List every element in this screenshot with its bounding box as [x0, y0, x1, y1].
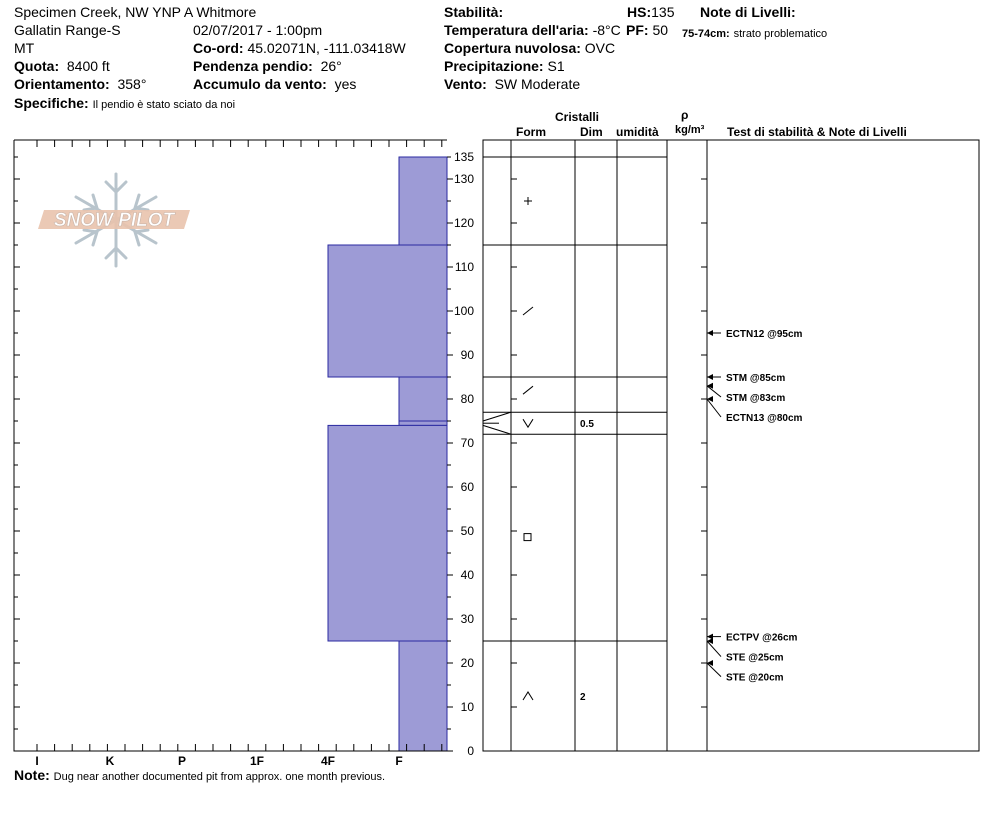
- umidita-header: umidità: [616, 125, 659, 139]
- depth-label: 70: [460, 436, 474, 450]
- test-label: STE @20cm: [726, 672, 784, 684]
- depth-label: 30: [460, 612, 474, 626]
- state-text: MT: [14, 40, 35, 56]
- wind-loading-field: Accumulo da vento: yes: [193, 76, 357, 92]
- hardness-label: 1F: [249, 754, 265, 768]
- hardness-label: P: [177, 754, 187, 768]
- test-label: STE @25cm: [726, 652, 784, 664]
- location-text: Specimen Creek, NW YNP A Whitmore: [14, 4, 257, 20]
- hardness-label: 4F: [320, 754, 336, 768]
- depth-label: 0: [467, 744, 474, 758]
- crystal-form-depth-hoar: [523, 692, 533, 700]
- depth-label: 50: [460, 524, 474, 538]
- dim-header: Dim: [580, 125, 603, 139]
- layer-notes-label: Note di Livelli:: [700, 4, 796, 20]
- test-leader: [707, 663, 721, 677]
- depth-label: 60: [460, 480, 474, 494]
- tests-header: Test di stabilità & Note di Livelli: [727, 125, 907, 139]
- wind-field: Vento: SW Moderate: [444, 76, 581, 92]
- hardness-bar: [399, 421, 447, 425]
- stability-label: Stabilità:: [444, 4, 504, 20]
- elevation-field: Quota: 8400 ft: [14, 58, 110, 74]
- density-unit-header: kg/m³: [675, 124, 705, 136]
- crystal-form-faceted: [524, 534, 531, 541]
- crystal-form-decomposing: [523, 307, 533, 315]
- test-label: STM @85cm: [726, 373, 786, 384]
- test-leader: [707, 641, 721, 657]
- test-label: ECTN12 @95cm: [726, 329, 803, 340]
- hardness-profile: [328, 157, 447, 751]
- hardness-label: K: [105, 754, 115, 768]
- test-label: STM @83cm: [726, 393, 786, 404]
- test-arrowhead: [707, 374, 713, 380]
- hardness-label: I: [35, 754, 39, 768]
- precip-field: Precipitazione: S1: [444, 58, 565, 74]
- crystal-form-decomposing: [523, 386, 533, 394]
- thin-layer-leader-top: [483, 412, 511, 421]
- cristalli-header: Cristalli: [555, 110, 600, 124]
- depth-label: 80: [460, 392, 474, 406]
- depth-label: 110: [454, 260, 474, 274]
- depth-label: 20: [460, 656, 474, 670]
- hardness-bar: [328, 425, 447, 641]
- depth-label: 135: [453, 150, 474, 164]
- depth-label: 130: [453, 172, 474, 186]
- crystal-form-surface-hoar: [523, 419, 533, 427]
- slope-field: Pendenza pendio: 26°: [193, 58, 342, 74]
- depth-label: 10: [460, 700, 474, 714]
- range-text: Gallatin Range-S: [14, 22, 121, 38]
- test-leader: [707, 386, 721, 397]
- test-label: ECTN13 @80cm: [726, 413, 803, 424]
- hardness-bar: [399, 641, 447, 751]
- coord-field: Co-ord: 45.02071N, -111.03418W: [193, 40, 406, 56]
- stability-tests: [707, 329, 803, 684]
- air-temp-field: Temperatura dell'aria: -8°C: [444, 22, 621, 38]
- hardness-axis-labels: [35, 754, 402, 768]
- test-arrowhead: [707, 660, 713, 666]
- test-leader: [707, 399, 721, 417]
- test-arrowhead: [707, 638, 713, 644]
- hardness-bar: [399, 157, 447, 245]
- specifics-field: Specifiche: Il pendio è stato sciato da noi: [14, 95, 236, 111]
- depth-label: 40: [460, 568, 474, 582]
- cloud-field: Copertura nuvolosa: OVC: [444, 40, 616, 56]
- depth-label: 120: [453, 216, 474, 230]
- datetime-text: 02/07/2017 - 1:00pm: [193, 22, 323, 38]
- crystal-forms: [523, 197, 594, 703]
- crystal-size: 2: [580, 692, 586, 703]
- snow-pilot-logo: [38, 174, 190, 266]
- aspect-field: Orientamento: 358°: [14, 76, 147, 92]
- test-label: ECTPV @26cm: [726, 632, 798, 644]
- thin-layer-leader-bottom: [483, 425, 511, 434]
- depth-label: 100: [453, 304, 474, 318]
- crystal-size: 0.5: [580, 419, 594, 431]
- hardness-bar: [399, 377, 447, 421]
- footer-note: Note: Dug near another documented pit from approx. one month previous.: [14, 767, 386, 783]
- test-arrowhead: [707, 396, 713, 402]
- rho-header: ρ: [681, 108, 689, 122]
- depth-axis-labels: [454, 150, 474, 758]
- logo-text: SNOW PILOT: [53, 210, 175, 231]
- hardness-bar: [328, 245, 447, 377]
- hs-field: HS:135: [627, 4, 675, 20]
- hardness-label: F: [395, 754, 403, 768]
- test-arrowhead: [707, 330, 713, 336]
- form-header: Form: [516, 125, 546, 139]
- pf-field: PF: 50: [626, 22, 669, 38]
- depth-label: 90: [460, 348, 474, 362]
- layer-note: 75-74cm: strato problematico: [682, 28, 828, 40]
